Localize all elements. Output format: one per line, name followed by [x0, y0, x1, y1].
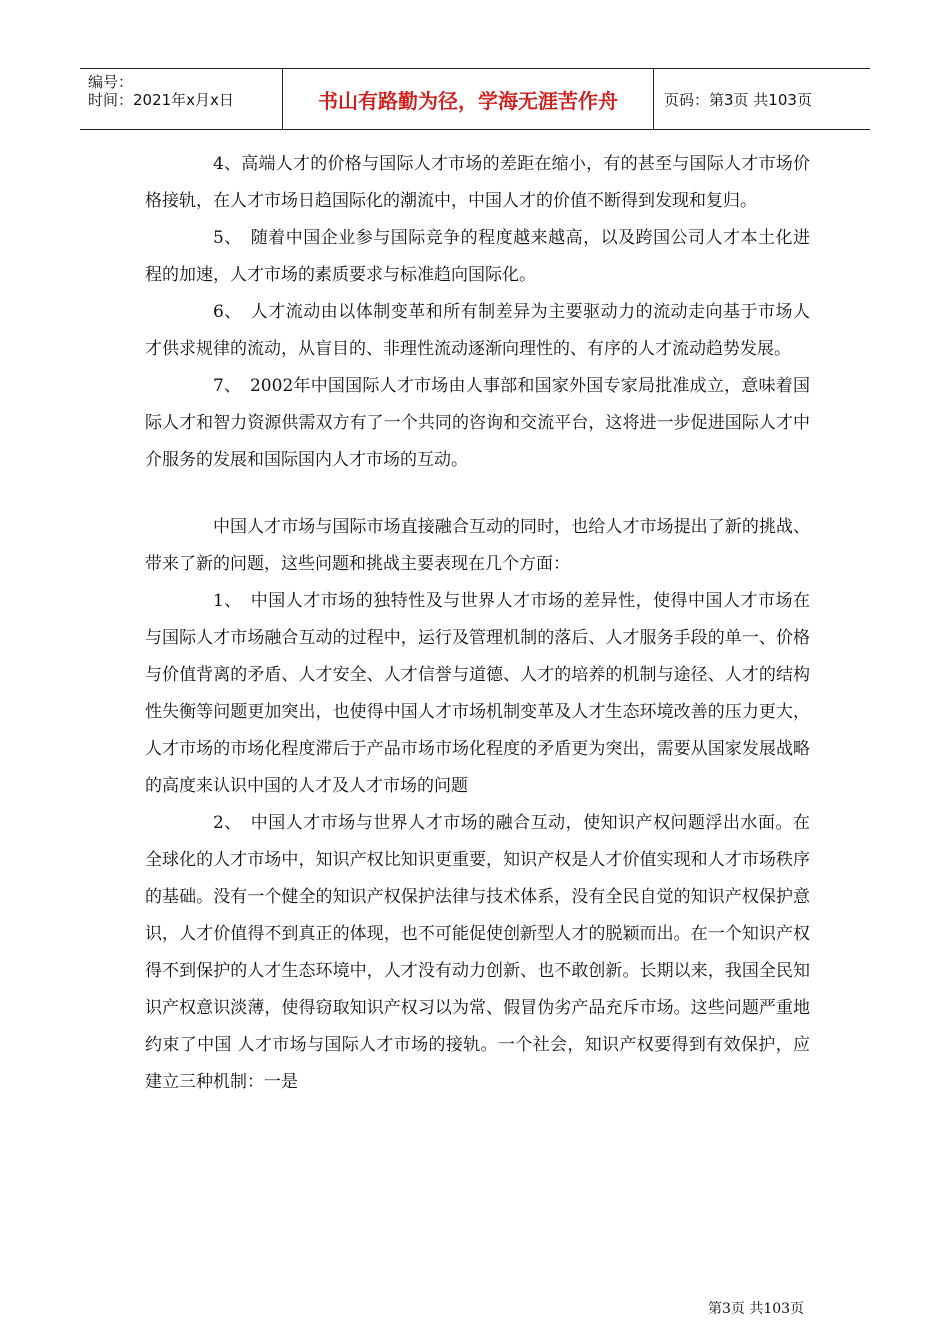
page-footer: 第3页 共103页 [708, 1301, 805, 1317]
paragraph: 6、 人才流动由以体制变革和所有制差异为主要驱动力的流动走向基于市场人才供求规律的流动，从盲目的、非理性流动逐渐向理性的、有序的人才流动趋势发展。 [145, 302, 810, 359]
header-page-info: 页码：第3页 共103页 [664, 90, 812, 109]
paragraph: 1、 中国人才市场的独特性及与世界人才市场的差异性，使得中国人才市场在与国际人才市场融合互动的过程中，运行及管理机制的落后、人才服务手段的单一、价格与价值背离的矛盾、人才安全、人才信誉与道德、人才的培养的机制与途径、人才的结构性失衡等问题更加突出，也使得中国人才市场机制变革及人才生态环境改善的压力更大，人才市场的市场化程度滞后于产品市场市场化程度的矛盾更为突出，需要从国家发展战略的高度来认识中国的人才及人才市场的问题 [145, 591, 810, 796]
header-motto: 书山有路勤为径，学海无涯苦作舟 [282, 69, 654, 129]
paragraph: 中国人才市场与国际市场直接融合互动的同时，也给人才市场提出了新的挑战、带来了新的问题，这些问题和挑战主要表现在几个方面： [145, 517, 810, 574]
number-label: 编号： [88, 73, 134, 91]
page-header [80, 68, 870, 130]
paragraph: 5、 随着中国企业参与国际竞争的程度越来越高，以及跨国公司人才本土化进程的加速，人才市场的素质要求与标准趋向国际化。 [145, 228, 810, 285]
paragraph-gap [145, 479, 810, 509]
paragraph: 4、高端人才的价格与国际人才市场的差距在缩小，有的甚至与国际人才市场价格接轨，在人才市场日趋国际化的潮流中，中国人才的价值不断得到发现和复归。 [145, 154, 810, 211]
date-label: 时间：2021年x月x日 [88, 91, 234, 109]
header-meta [80, 69, 282, 129]
paragraph: 2、 中国人才市场与世界人才市场的融合互动，使知识产权问题浮出水面。在全球化的人才市场中，知识产权比知识更重要，知识产权是人才价值实现和人才市场秩序的基础。没有一个健全的知识产权保护法律与技术体系，没有全民自觉的知识产权保护意识，人才价值得不到真正的体现，也不可能促使创新型人才的脱颖而出。在一个知识产权得不到保护的人才生态环境中，人才没有动力创新、也不敢创新。长期以来，我国全民知识产权意识淡薄，使得窃取知识产权习以为常、假冒伪劣产品充斥市场。这些问题严重地约束了中国 人才市场与国际人才市场的接轨。一个社会，知识产权要得到有效保护，应建立三种机制：一是 [145, 813, 810, 1092]
paragraph: 7、 2002年中国国际人才市场由人事部和国家外国专家局批准成立，意味着国际人才和智力资源供需双方有了一个共同的咨询和交流平台，这将进一步促进国际人才中介服务的发展和国际国内人才市场的互动。 [145, 376, 810, 470]
document-body [145, 146, 810, 1101]
